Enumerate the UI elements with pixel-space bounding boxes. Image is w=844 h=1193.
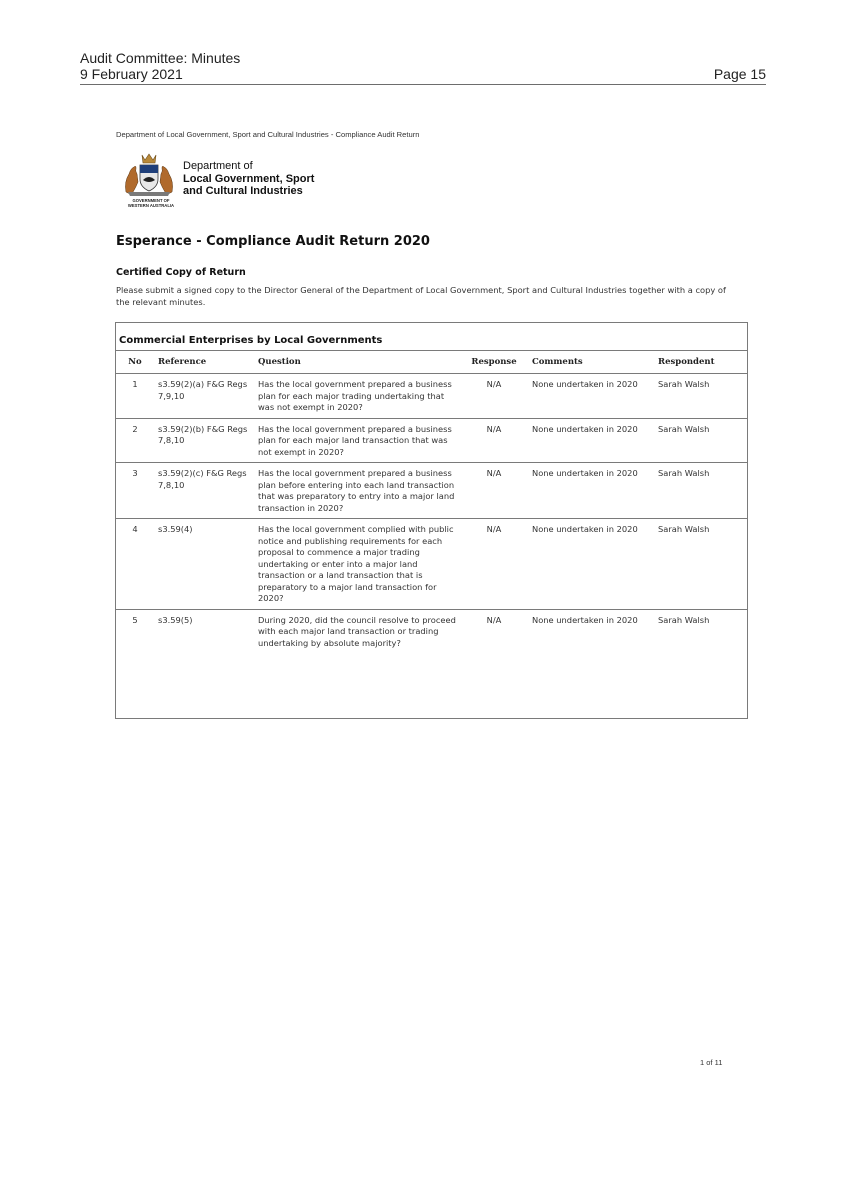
col-question: Question [254,351,460,374]
row-respondent: Sarah Walsh [654,374,747,419]
row-respondent: Sarah Walsh [658,614,710,625]
crest-caption: GOVERNMENT OF WESTERN AUSTRALIA [127,198,175,208]
row-no: 2 [116,418,154,463]
section-title: Commercial Enterprises by Local Governments [116,323,747,351]
col-response: Response [460,351,528,374]
row-reference: s3.59(4) [154,519,254,610]
table-row [116,519,747,610]
row-reference: s3.59(2)(a) F&G Regs 7,9,10 [154,374,254,419]
table-header-row [116,351,747,374]
page-header [80,50,766,85]
row-question: Has the local government prepared a business plan before entering into each land transaction that was preparatory to entry into a major land transaction in 2020? [254,463,460,519]
row-comments: None undertaken in 2020 [528,519,654,610]
header-title: Audit Committee: Minutes [80,50,241,66]
row-response: N/A [460,463,528,519]
row-respondent: Sarah Walsh [654,463,747,519]
row-question: Has the local government prepared a business plan for each major trading undertaking that was not exempt in 2020? [254,374,460,419]
row-comments: None undertaken in 2020 [532,614,638,625]
row-response: N/A [460,418,528,463]
certified-copy-text: Please submit a signed copy to the Director General of the Department of Local Government, Sport and Cultural Industries together with a copy of the relevant minutes. [116,285,726,307]
document-title: Esperance - Compliance Audit Return 2020 [116,234,430,249]
row-no: 5 [132,614,138,625]
row-reference: s3.59(2)(c) F&G Regs 7,8,10 [154,463,254,519]
row-reference: s3.59(2)(b) F&G Regs 7,8,10 [154,418,254,463]
department-logo [116,152,376,214]
col-comments: Comments [528,351,654,374]
table-row [116,609,747,653]
table-row [116,463,747,519]
col-no: No [116,351,154,374]
audit-table [116,351,747,653]
department-name: Department of Local Government, Sport and Cultural Industries [183,160,315,197]
row-no: 1 [116,374,154,419]
row-no: 4 [116,519,154,610]
row-comments: None undertaken in 2020 [528,463,654,519]
col-respondent: Respondent [654,351,747,374]
row-question: Has the local government complied with public notice and publishing requirements for each proposal to commence a major trading undertaking or enter into a major land transaction or a land transaction that is preparatory to a major land transaction for 2020? [254,519,460,610]
row-question: Has the local government prepared a business plan for each major land transaction that was not exempt in 2020? [254,418,460,463]
table-row [116,418,747,463]
col-reference: Reference [154,351,254,374]
table-row [116,374,747,419]
department-line: Department of Local Government, Sport and Cultural Industries - Compliance Audit Return [116,130,420,139]
page-count: 1 of 11 [700,1058,723,1067]
row-respondent: Sarah Walsh [654,418,747,463]
row-reference: s3.59(5) [158,614,193,625]
row-respondent: Sarah Walsh [654,519,747,610]
header-page-number: Page 15 [713,66,766,82]
certified-copy-title: Certified Copy of Return [116,267,246,278]
row-comments: None undertaken in 2020 [528,418,654,463]
row-question: During 2020, did the council resolve to proceed with each major land transaction or trading undertaking by absolute majority? [258,614,456,648]
row-response: N/A [460,519,528,610]
header-date: 9 February 2021 [80,66,183,82]
row-response: N/A [486,614,502,625]
row-no: 3 [116,463,154,519]
row-response: N/A [460,374,528,419]
row-comments: None undertaken in 2020 [528,374,654,419]
commercial-enterprises-section [115,322,748,719]
